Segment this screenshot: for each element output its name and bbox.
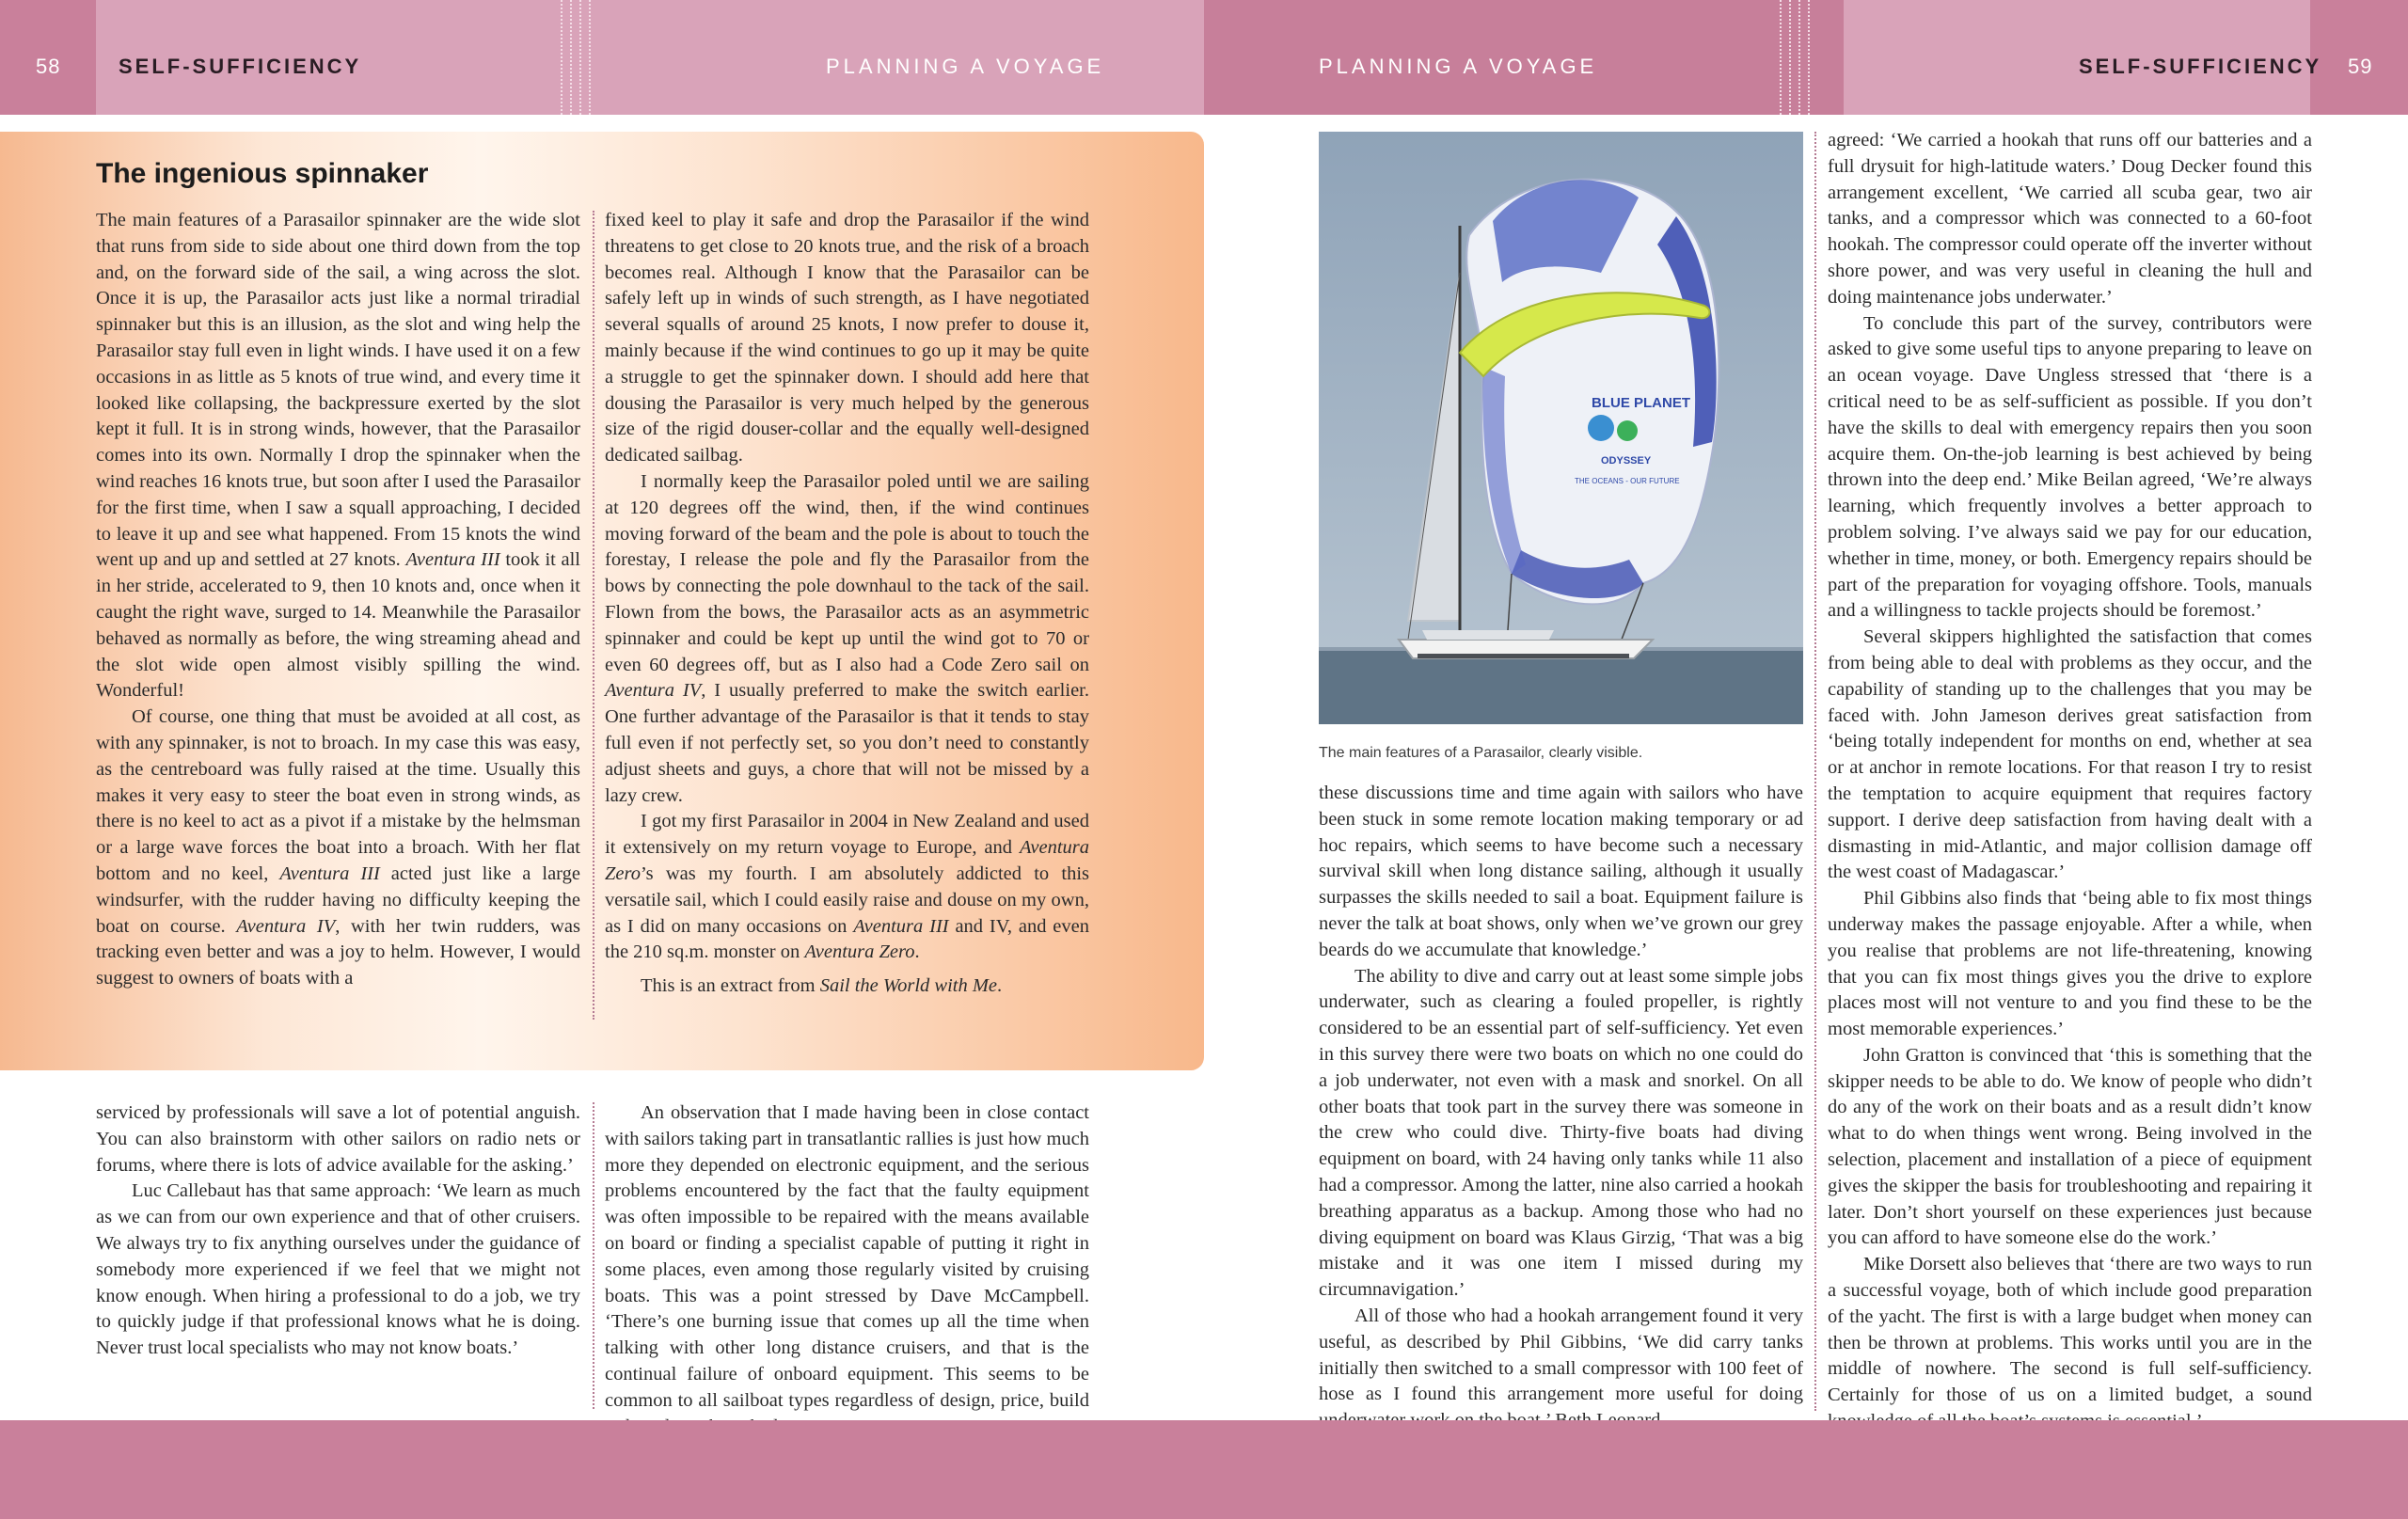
header-divider	[1798, 0, 1804, 115]
left-page-number-band	[0, 0, 96, 115]
paragraph: Luc Callebaut has that same approach: ‘We learn as much as we can from our own experience and that of other cruisers. We always try to fix anything ourselves under the guidance of somebody more experienced if we feel that we might not know enough. When hiring a professional to do a job, we try to quickly judge if that professional knows what he is doing. Never trust local specialists who may not know boats.’	[96, 1180, 580, 1359]
header-divider	[589, 0, 594, 115]
sail-text-3: THE OCEANS - OUR FUTURE	[1575, 477, 1680, 485]
paragraph: John Gratton is convinced that ‘this is something that the skipper needs to be able to do. We know of people who didn’t do any of the work on their boats and as a result didn’t know what to do when things went wrong. Being involved in the selection, placement and installation of a piece of equipment gives the skipper the basis for troubleshooting and repairing it later. Don’t short yourself on these experiences just because you can afford to have someone else do the work.’	[1828, 1044, 2312, 1249]
paragraph: I normally keep the Parasailor poled until we are sailing at 120 degrees off the wind, then, if the wind continues moving forward of the beam and the pole is about to touch the forestay, I release the pole and fly the Parasailor from the bows by connecting the pole downhaul to the tack of the sail. Flown from the bows, the Parasailor acts as an asymmetric spinnaker and could be kept up until the wind got to 70 or even 60 degrees off, but as I also had a Code Zero sail on Aventura IV, I usually preferred to make the switch earlier. One further advantage of the Parasailor is that it tends to stay full even if not perfectly set, so you don’t need to constantly adjust sheets and guys, a chore that will not be missed by a lazy crew.	[605, 470, 1089, 806]
paragraph: Phil Gibbins also finds that ‘being able to fix most things underway makes the passage enjoyable. After a while, when you realise that problems are not life-threatening, knowing that you can fix most things gives you the drive to explore places most will not venture to and you find these to be the most memorable experiences.’	[1828, 888, 2312, 1040]
extract-credit	[605, 973, 1089, 1000]
body-column-3	[1319, 781, 1803, 1434]
paragraph: fixed keel to play it safe and drop the Parasailor if the wind threatens to get close to 20 knots true, and the risk of a broach becomes real. Although I know that the Parasailor can be safely left up in winds of such strength, as I have negotiated several squalls of around 25 knots, I now prefer to douse it, mainly because if the wind continues to go up it may be quite a struggle to get the spinnaker down. I should add here that dousing the Parasailor is very much helped by the generous size of the rigid douser-collar and the equally well-designed dedicated sailbag.	[605, 210, 1089, 467]
column-rule	[593, 211, 594, 1020]
sail-text-2: ODYSSEY	[1601, 455, 1652, 467]
feature-box-title: The ingenious spinnaker	[96, 158, 429, 189]
feature-box-column-2	[605, 208, 1089, 1000]
right-section-title: SELF-SUFFICIENCY	[2079, 55, 2322, 78]
header-divider	[570, 0, 576, 115]
footer-band	[0, 1420, 2408, 1519]
paragraph: The ability to dive and carry out at least some simple jobs underwater, such as clearing a fouled propeller, is rightly considered to be an essential part of self-sufficiency. Yet even in this survey there were two boats on which no one could do a job underwater, not even with a mask and snorkel. On all other boats that took part in the survey there was someone in the crew who could dive. Thirty-five boats had diving equipment on board, with 24 having only tanks while 11 also had a compressor. Among the latter, nine also carried a hookah breathing apparatus as a backup. Among those who had no diving equipment on board was Klaus Girzig, ‘That was a big mistake and it was one item I missed during my circumnavigation.’	[1319, 965, 1803, 1301]
paragraph: these discussions time and time again with sailors who have been stuck in some remote location making temporary or ad hoc repairs, which seems to have become such a necessary survival skill when long distance sailing, although it usually surpasses the skills needed to sail a boat. Equipment failure is never the talk at boat shows, only when we’ve grown our grey beards do we accumulate that knowledge.’	[1319, 783, 1803, 960]
column-rule	[1814, 132, 1816, 1411]
right-running-title: PLANNING A VOYAGE	[1319, 55, 1598, 78]
header-divider	[561, 0, 566, 115]
photo-caption: The main features of a Parasailor, clearly visible.	[1319, 745, 1643, 761]
paragraph: serviced by professionals will save a lot of potential anguish. You can also brainstorm with other sailors on radio nets or forums, where there is lots of advice available for the asking.’	[96, 1102, 580, 1176]
paragraph: All of those who had a hookah arrangement found it very useful, as described by Phil Gibbins, ‘We did carry tanks initially then switched to a small compressor with 100 feet of hose as I found this arrangement more useful for doing	[1319, 1305, 1803, 1405]
body-column-4	[1828, 128, 2312, 1435]
header-divider	[1789, 0, 1795, 115]
paragraph: Of course, one thing that must be avoided at all cost, as with any spinnaker, is not to broach. In my case this was easy, as the centreboard was fully raised at the time. Usually this makes it very easy to steer the boat even in strong winds, as there is no keel to act as a pivot if a mistake by the helmsman or a large wave forces the boat into a broach. With her flat bottom and no keel, Aventura III acted just like a large windsurfer, with the rudder having no difficulty keeping the boat on course. Aventura IV, with her twin rudders, was tracking even better and was a joy to helm. However, I would suggest to owners of boats with a	[96, 706, 580, 989]
paragraph: I got my first Parasailor in 2004 in New Zealand and used it extensively on my return voyage to Europe, and Aventura Zero’s was my fourth. I am absolutely addicted to this versatile sail, which I could easily raise and douse on my own, as I did on many occasions on Aventura III and IV, and even the 210 sq.m. monster on Aventura Zero.	[605, 811, 1089, 963]
paragraph: To conclude this part of the survey, contributors were asked to give some useful tips to anyone preparing to leave on an ocean voyage. Dave Ungless stressed that ‘there is a critical need to be as self-sufficient as possible. If you don’t have the skills to deal with emergency repairs then you soon acquire them. On-the-job learning is best achieved by being thrown into the deep end.’ Mike Beilan agreed, ‘We’re always learning, which frequently involves a better approach to problem solving. I’ve always said we pay for our education, whether in time, money, or both. Emergency repairs should be part of the preparation for voyaging offshore. Tools, manuals and a willingness to tackle projects should be foremost.’	[1828, 312, 2312, 622]
left-page-number: 58	[36, 55, 61, 78]
sail-text-1: BLUE PLANET	[1592, 395, 1690, 411]
extract-prefix: This is an extract from	[641, 975, 820, 997]
sailboat-illustration	[1319, 132, 1803, 724]
paragraph: Several skippers highlighted the satisfaction that comes from being able to deal with problems as they occur, and the capability of standing up to the challenges that you may be faced with. John Jameson derives great satisfaction from ‘being totally independent for months on end, whether at sea or at anchor in remote locations. For that reason I try to resist the temptation to acquire equipment that requires factory support. I derive deep satisfaction from having dealt with a dismasting in mid-Atlantic, and major collision damage off the west coast of Madagascar.’	[1828, 626, 2312, 883]
right-page-number: 59	[2348, 55, 2373, 78]
column-rule	[593, 1102, 594, 1409]
right-page-number-band	[2310, 0, 2408, 115]
body-column-1	[96, 1100, 580, 1362]
feature-box-column-1	[96, 208, 580, 992]
left-section-title: SELF-SUFFICIENCY	[119, 55, 362, 78]
body-column-2	[605, 1100, 1089, 1440]
extract-suffix: .	[997, 975, 1003, 997]
header-divider	[1780, 0, 1785, 115]
paragraph: Mike Dorsett also believes that ‘there are two ways to run a successful voyage, both of which include good preparation of the yacht. The first is with a large budget when money can then be thrown at problems. This works until you are in the middle of nowhere. The second is full self-sufficiency. Certainly for those of us on a limited budget, a sound	[1828, 1254, 2312, 1406]
header-divider	[1808, 0, 1814, 115]
extract-book-title: Sail the World with Me	[819, 975, 998, 997]
parasailor-photo	[1319, 132, 1803, 724]
paragraph: agreed: ‘We carried a hookah that runs off our batteries and a full drysuit for high-latitude waters.’ Doug Decker found this arrangement excellent, ‘We carried all scuba gear, two air tanks, and a compressor which was connected to a 60-foot hookah. The compressor could operate off the inverter without shore power, and was very useful in cleaning the hull and doing maintenance jobs underwater.’	[1828, 130, 2312, 308]
paragraph: An observation that I made having been in close contact with sailors taking part in transatlantic rallies is just how much more they depended on electronic equipment, and the serious problems encountered by the fact that the faulty equipment was often impossible to be repaired with the means available on board or finding a specialist capable of putting it right in some places, even among those regularly visited by cruising boats. This was a point stressed by Dave McCampbell. ‘There’s one burning issue that comes up all the time when talking with other long distance cruisers, and that is the continual failure of onboard equipment. This seems to be common to all sailboat types regardless of design, price, build	[605, 1102, 1089, 1411]
left-running-title: PLANNING A VOYAGE	[826, 55, 1105, 78]
paragraph: The main features of a Parasailor spinnaker are the wide slot that runs from side to side about one third down from the top and, on the forward side of the sail, a wing across the slot. Once it is up, the Parasailor acts just like a normal triradial spinnaker but this is an illusion, as the slot and wing help the Parasailor stay full even in light winds. I have used it on a few occasions in as little as 5 knots of true wind, and every time it looked like collapsing, the backpressure exerted by the slot kept it full. It is in strong winds, however, that the Parasailor comes into its own. Normally I drop the spinnaker when the wind reaches 16 knots true, but soon after I used the Parasailor for the first time, when I saw a squall approaching, I decided to leave it up and see what happened. From 15 knots the wind went up and up and settled at 27 knots. Aventura III took it all in her stride, accelerated to 9, then 10 knots and, once when it caught the right wave, surged to 14. Meanwhile the Parasailor behaved as normally as before, the wing streaming ahead and the slot wide open almost visibly spilling the wind. Wonderful!	[96, 210, 581, 702]
header-divider	[579, 0, 585, 115]
